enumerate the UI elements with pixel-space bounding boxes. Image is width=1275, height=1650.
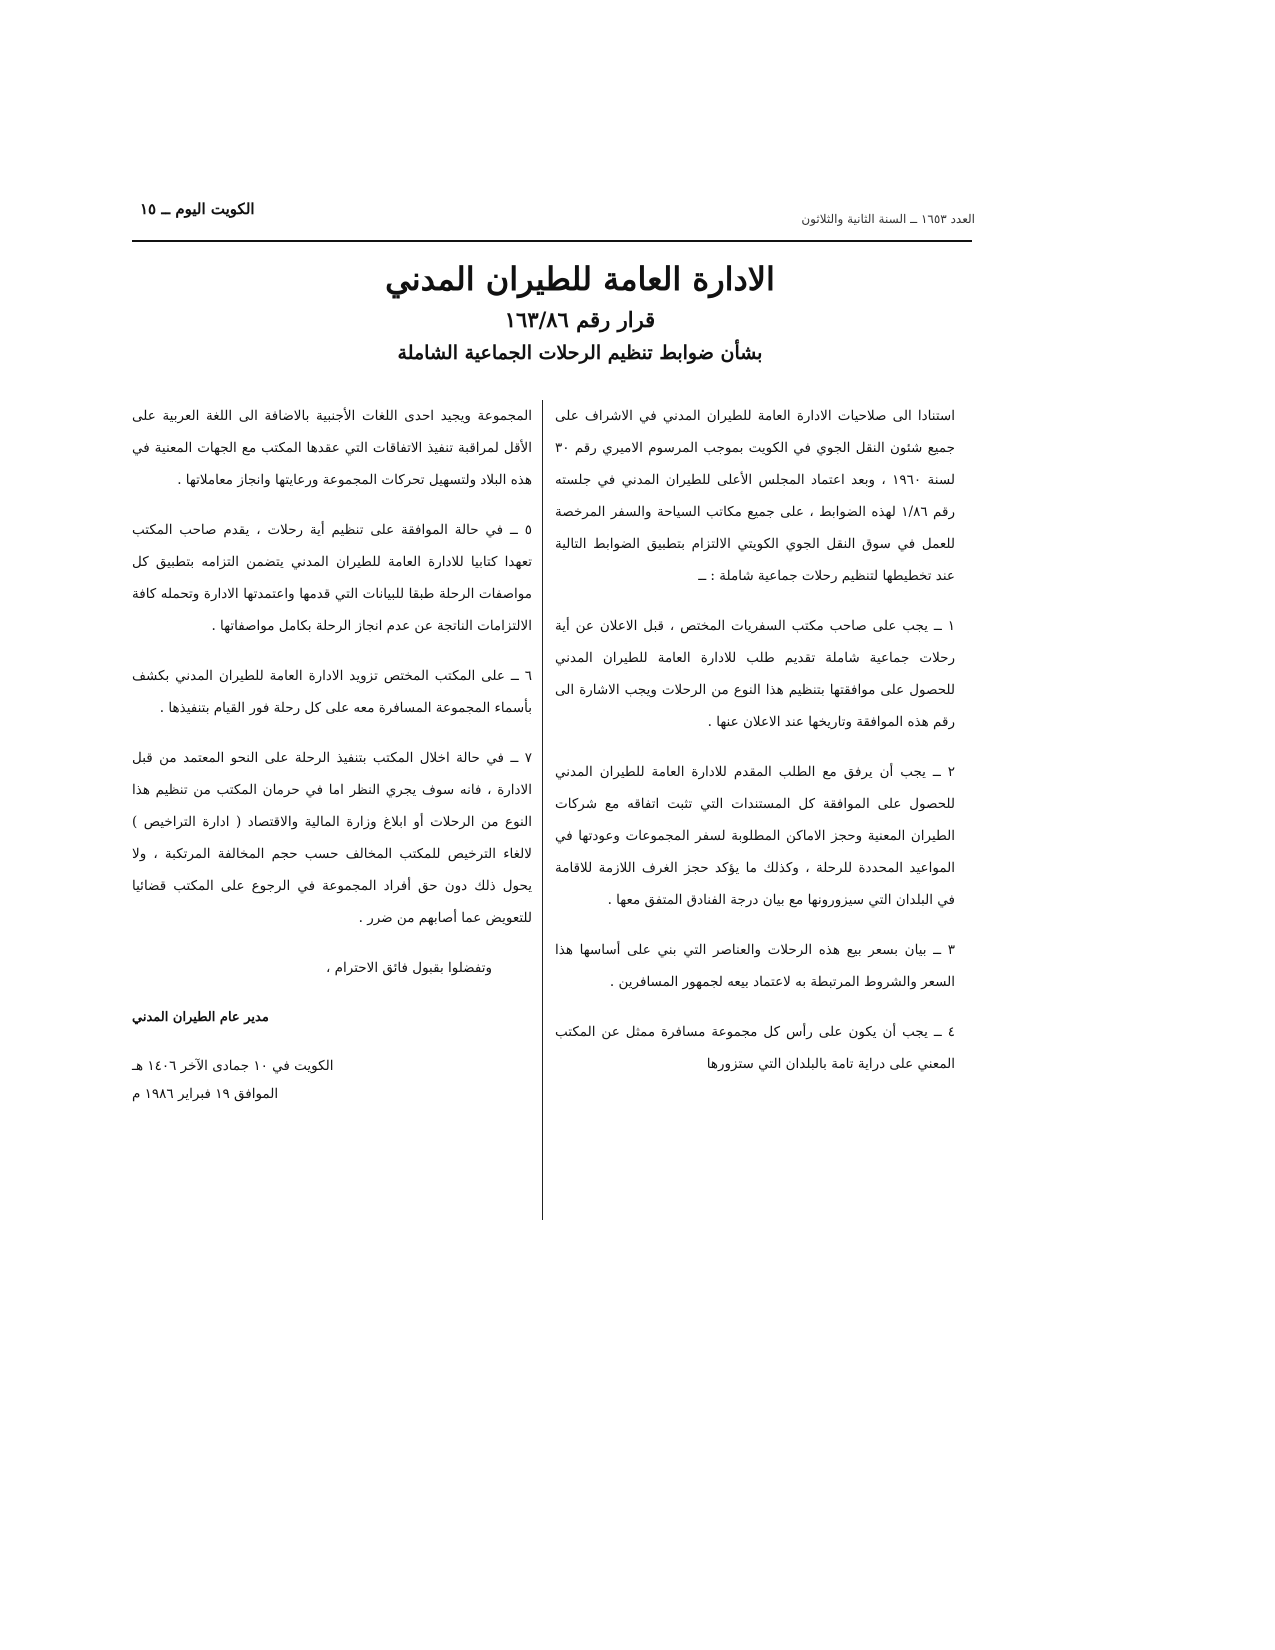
intro-paragraph: استنادا الى صلاحيات الادارة العامة للطيران المدني في الاشراف على جميع شئون النقل الجوي في الكويت بموجب المرسوم الاميري رقم ٣٠ لسنة ١٩٦٠ ، وبعد اعتماد المجلس الأعلى للطيران المدني في جلسته رقم ١/٨٦ لهذه الضوابط ، على جميع مكاتب السياحة والسفر المرخصة للعمل في سوق النقل الجوي الكويتي الالتزام بتطبيق الضوابط التالية عند تخطيطها لتنظيم رحلات جماعية شاملة : ــ bbox=[555, 408, 955, 584]
page-header-right: العدد ١٦٥٣ ــ السنة الثانية والثلاثون bbox=[801, 212, 975, 226]
decree-number: قرار رقم ١٦٣/٨٦ bbox=[504, 307, 656, 332]
closing-line: وتفضلوا بقبول فائق الاحترام ، bbox=[326, 960, 492, 976]
clause-5: ٥ ــ في حالة الموافقة على تنظيم أية رحلات ، يقدم صاحب المكتب تعهدا كتابيا للادارة العامة للطيران المدني يتضمن التزامه بتطبيق كل مواصفات الرحلة طبقا للبيانات التي قدمها واعتمدتها الادارة وتحمله كافة الالتزامات الناتجة عن عدم انجاز الرحلة بكامل مواصفاتها . bbox=[132, 522, 532, 634]
clause-7: ٧ ــ في حالة اخلال المكتب بتنفيذ الرحلة على النحو المعتمد من قبل الادارة ، فانه سوف يجري النظر اما في حرمان المكتب من تنظيم هذا النوع من الرحلات أو ابلاغ وزارة المالية والاقتصاد ( ادارة التراخيص ) لالغاء الترخيص للمكتب المخالف حسب حجم المخالفة المرتكبة ، ولا يحول ذلك دون حق أفراد المجموعة في الرجوع على المكتب قضائيا للتعويض عما أصابهم من ضرر . bbox=[132, 750, 532, 926]
column-separator bbox=[542, 400, 543, 1220]
date-gregorian: الموافق ١٩ فبراير ١٩٨٦ م bbox=[132, 1086, 279, 1102]
right-column bbox=[555, 400, 955, 1098]
clause-2: ٢ ــ يجب أن يرفق مع الطلب المقدم للادارة العامة للطيران المدني للحصول على الموافقة كل المستندات التي تثبت اتفاقه مع شركات الطيران المعنية وحجز الاماكن المطلوبة لسفر المجموعات وعودتها في المواعيد المحددة للرحلة ، وكذلك ما يؤكد حجز الغرف اللازمة للاقامة في البلدان التي سيزورونها مع بيان درجة الفنادق المتفق معها . bbox=[555, 764, 955, 908]
page-title: الادارة العامة للطيران المدني bbox=[385, 260, 775, 298]
signature: مدير عام الطيران المدني bbox=[132, 1010, 269, 1025]
date-hijri: الكويت في ١٠ جمادى الآخر ١٤٠٦ هـ bbox=[132, 1058, 334, 1074]
clause-6: ٦ ــ على المكتب المختص تزويد الادارة العامة للطيران المدني بكشف بأسماء المجموعة المسافرة معه على كل رحلة فور القيام بتنفيذها . bbox=[132, 668, 532, 716]
clause-4: ٤ ــ يجب أن يكون على رأس كل مجموعة مسافرة ممثل عن المكتب المعني على دراية تامة بالبلدان التي ستزورها bbox=[555, 1024, 955, 1072]
left-column bbox=[132, 400, 532, 1108]
header-rule bbox=[132, 240, 972, 242]
decree-subject: بشأن ضوابط تنظيم الرحلات الجماعية الشاملة bbox=[397, 342, 763, 364]
page-header-left: الكويت اليوم ــ ١٥ bbox=[140, 200, 255, 218]
clause-3: ٣ ــ بيان بسعر بيع هذه الرحلات والعناصر التي بني على أساسها هذا السعر والشروط المرتبطة به لاعتماد بيعه لجمهور المسافرين . bbox=[555, 942, 955, 990]
clause-4-continued: المجموعة ويجيد احدى اللغات الأجنبية بالاضافة الى اللغة العربية على الأقل لمراقبة تنفيذ الاتفاقات التي عقدها المكتب مع الجهات المعنية في هذه البلاد ولتسهيل تحركات المجموعة ورعايتها وانجاز معاملاتها . bbox=[132, 408, 532, 488]
clause-1: ١ ــ يجب على صاحب مكتب السفريات المختص ، قبل الاعلان عن أية رحلات جماعية شاملة تقديم طلب للادارة العامة للطيران المدني للحصول على موافقتها بتنظيم هذا النوع من الرحلات ويجب الاشارة الى رقم هذه الموافقة وتاريخها عند الاعلان عنها . bbox=[555, 618, 955, 730]
